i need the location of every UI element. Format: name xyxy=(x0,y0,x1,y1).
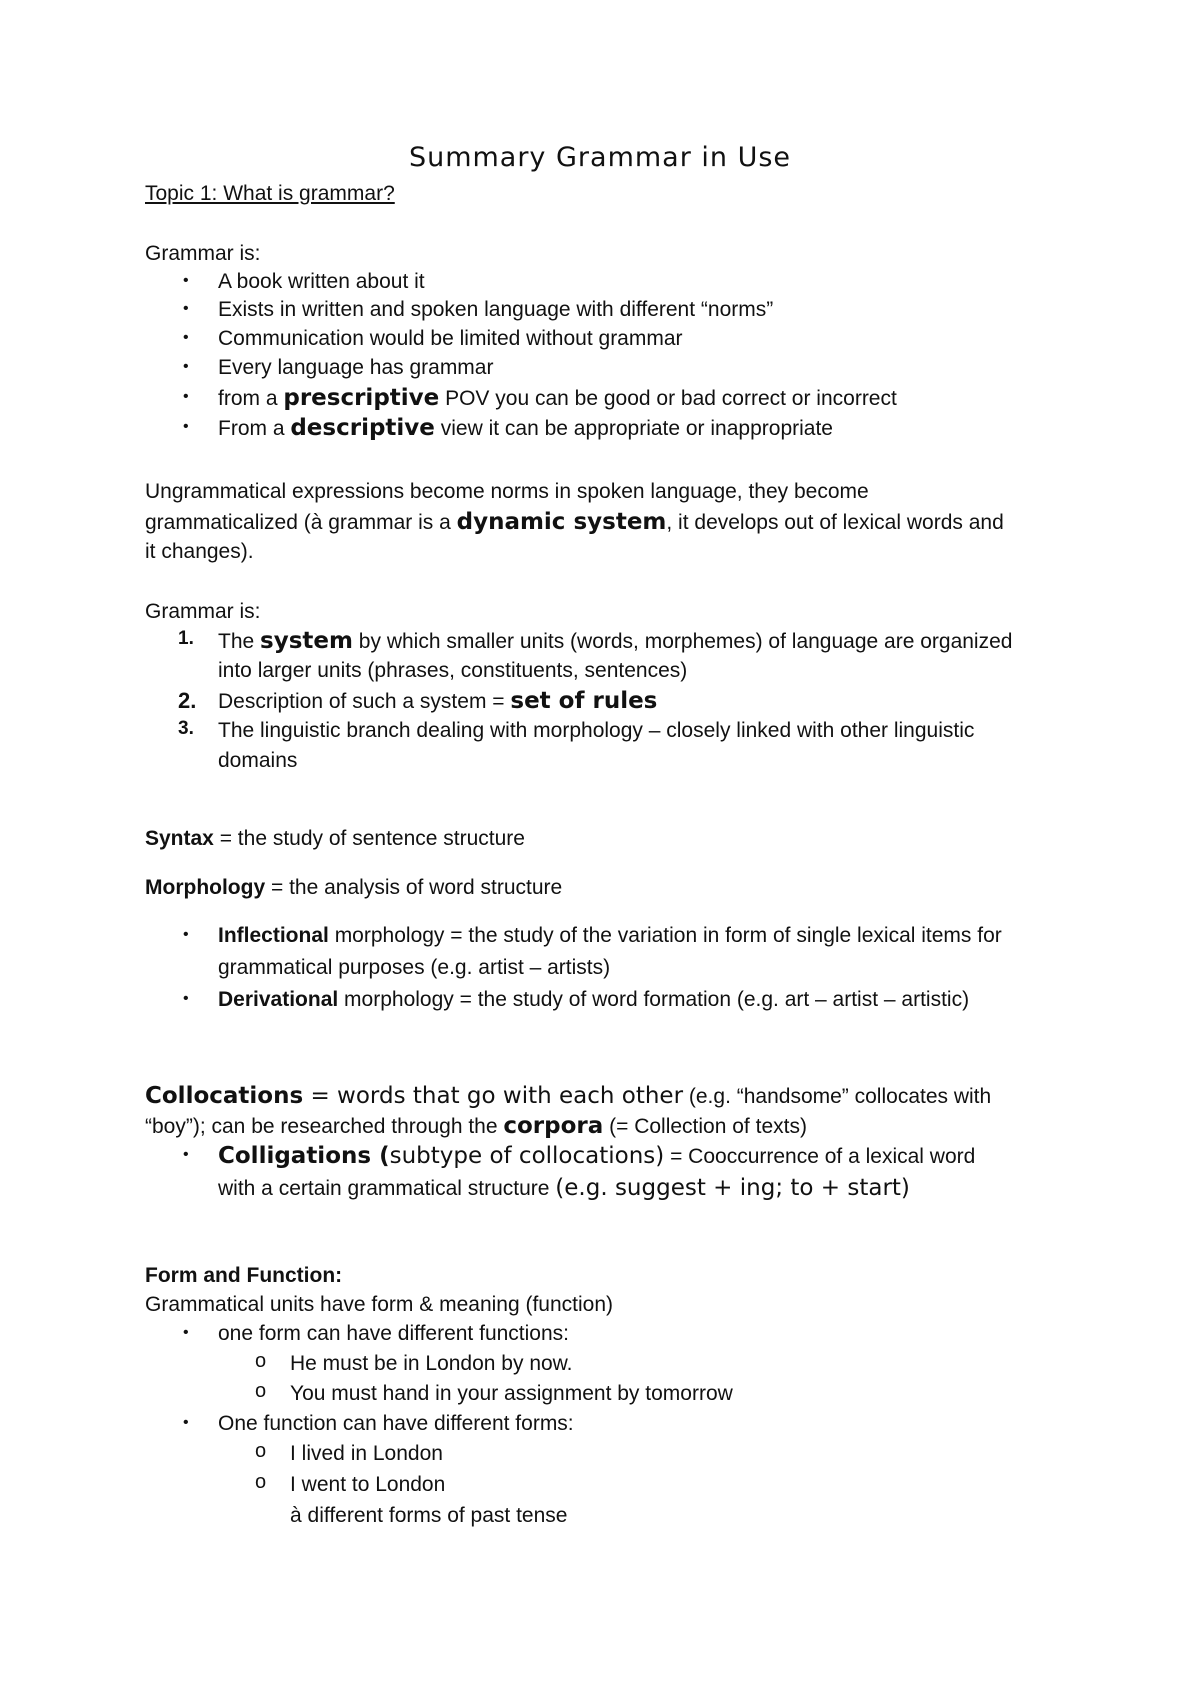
text-run: with a certain grammatical structure xyxy=(218,1177,556,1200)
subtype-note: subtype of collocations) xyxy=(389,1143,665,1169)
list-item-continuation: into larger units (phrases, constituents, sentences) xyxy=(218,659,688,682)
list-item xyxy=(218,627,1012,656)
syntax-definition xyxy=(145,825,525,853)
sub-list-item: I went to London xyxy=(290,1473,446,1496)
text-run: From a xyxy=(218,417,291,440)
term: Colligations ( xyxy=(218,1143,390,1169)
topic-heading: Topic 1: What is grammar? xyxy=(145,182,395,205)
paragraph-line: Ungrammatical expressions become norms in spoken language, they become xyxy=(145,480,869,503)
list-item xyxy=(218,384,897,413)
text-run: Description of such a system = xyxy=(218,690,511,713)
term: Morphology xyxy=(145,876,266,899)
list-number: 2. xyxy=(178,688,197,713)
keyword: corpora xyxy=(503,1113,604,1139)
list-item: A book written about it xyxy=(218,270,425,293)
definition: morphology = the study of the variation in form of single lexical items for xyxy=(328,924,1002,947)
bullet-icon: • xyxy=(183,388,189,405)
list-item xyxy=(218,922,1002,950)
list-item xyxy=(218,687,657,716)
arrow-symbol: à xyxy=(290,1504,302,1527)
text-run: grammar is a xyxy=(322,511,457,534)
bullet-icon: • xyxy=(183,329,189,346)
grammar-is-heading: Grammar is: xyxy=(145,242,261,265)
keyword: dynamic system xyxy=(456,509,667,535)
list-item: one form can have different functions: xyxy=(218,1322,569,1345)
list-number: 3. xyxy=(178,718,194,739)
sub-bullet-icon: o xyxy=(255,1440,267,1462)
bullet-icon: • xyxy=(183,1146,189,1163)
paragraph-line: it changes). xyxy=(145,540,254,563)
keyword: descriptive xyxy=(290,415,435,441)
text-run: POV you can be good or bad correct or incorrect xyxy=(439,387,897,410)
list-item: One function can have different forms: xyxy=(218,1412,574,1435)
list-item-continuation xyxy=(218,1174,910,1203)
list-item: Every language has grammar xyxy=(218,356,494,379)
list-number: 1. xyxy=(178,628,194,649)
definition: = words that go with each other xyxy=(303,1083,684,1109)
bullet-icon: • xyxy=(183,1324,189,1341)
sub-bullet-icon: o xyxy=(255,1471,267,1493)
collocations-definition xyxy=(145,1082,991,1111)
collocations-line xyxy=(145,1112,807,1141)
sub-list-item: I lived in London xyxy=(290,1442,443,1465)
text-run: different forms of past tense xyxy=(301,1504,568,1527)
morphology-definition xyxy=(145,874,562,902)
definition: = Cooccurrence of a lexical word xyxy=(664,1145,976,1168)
sub-list-item: He must be in London by now. xyxy=(290,1352,573,1375)
bullet-icon: • xyxy=(183,300,189,317)
bullet-icon: • xyxy=(183,418,189,435)
list-item xyxy=(218,1142,975,1171)
definition: = the analysis of word structure xyxy=(265,876,563,899)
arrow-symbol: à xyxy=(310,511,323,534)
page-title: Summary Grammar in Use xyxy=(408,142,792,173)
sub-bullet-icon: o xyxy=(255,1350,267,1372)
bullet-icon: • xyxy=(183,926,189,943)
term: Derivational xyxy=(218,988,339,1011)
term: Collocations xyxy=(145,1083,304,1109)
conclusion-line xyxy=(290,1502,567,1530)
list-item xyxy=(218,986,969,1014)
definition-example: (e.g. “handsome” collocates with xyxy=(683,1085,992,1108)
grammar-is-heading: Grammar is: xyxy=(145,600,261,623)
list-item xyxy=(218,414,833,443)
bullet-icon: • xyxy=(183,990,189,1007)
example: (e.g. suggest + ing; to + start) xyxy=(555,1175,910,1201)
text-run: view it can be appropriate or inappropriate xyxy=(434,417,833,440)
bullet-icon: • xyxy=(183,358,189,375)
text-run: by which smaller units (words, morphemes) of language are organized xyxy=(352,630,1013,653)
keyword: set of rules xyxy=(510,688,658,714)
section-heading: Form and Function: xyxy=(145,1264,343,1287)
list-item: Exists in written and spoken language with different “norms” xyxy=(218,298,774,321)
text-run: from a xyxy=(218,387,284,410)
paragraph-line: Grammatical units have form & meaning (function) xyxy=(145,1293,614,1316)
list-item-continuation: grammatical purposes (e.g. artist – artists) xyxy=(218,956,611,979)
sub-list-item: You must hand in your assignment by tomorrow xyxy=(290,1382,733,1405)
bullet-icon: • xyxy=(183,1414,189,1431)
text-run: The xyxy=(218,630,261,653)
text-run: , it develops out of lexical words and xyxy=(666,511,1004,534)
paragraph-line xyxy=(145,508,1004,537)
term: Syntax xyxy=(145,827,214,850)
keyword: system xyxy=(260,628,353,654)
definition: = the study of sentence structure xyxy=(213,827,525,850)
term: Inflectional xyxy=(218,924,329,947)
sub-bullet-icon: o xyxy=(255,1380,267,1402)
list-item-continuation: domains xyxy=(218,749,298,772)
keyword: prescriptive xyxy=(283,385,440,411)
text-run: “boy”); can be researched through the xyxy=(145,1115,504,1138)
text-run: grammaticalized ( xyxy=(145,511,311,534)
definition: morphology = the study of word formation (e.g. art – artist – artistic) xyxy=(338,988,970,1011)
list-item: The linguistic branch dealing with morphology – closely linked with other linguistic xyxy=(218,719,975,742)
bullet-icon: • xyxy=(183,272,189,289)
text-run: (= Collection of texts) xyxy=(603,1115,807,1138)
list-item: Communication would be limited without grammar xyxy=(218,327,683,350)
